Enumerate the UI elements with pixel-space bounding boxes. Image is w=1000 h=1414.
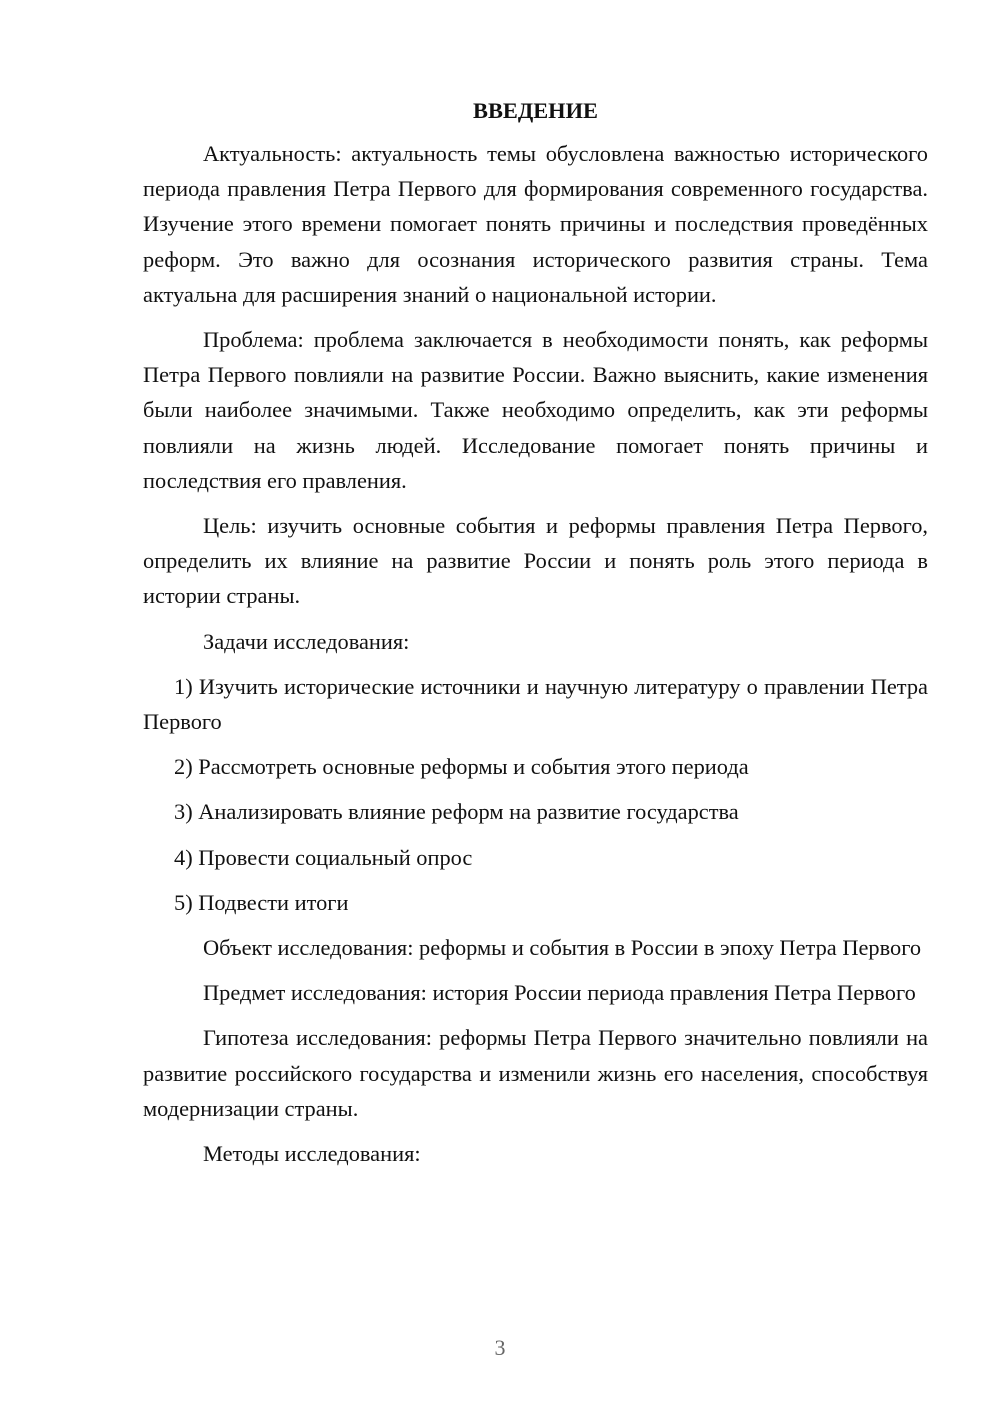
list-item: 4) Провести социальный опрос [174, 844, 473, 870]
list-item: 2) Рассмотреть основные реформы и события этого периода [174, 754, 749, 780]
paragraph-hypothesis: Гипотеза исследования: реформы Петра Первого значительно повлияли на развитие российского государства и изменили жизнь его населения, способствуя модернизации страны. [143, 1025, 928, 1121]
paragraph-relevance: Актуальность: актуальность темы обусловлена важностью исторического периода правления Петра Первого для формирования современного государства. Изучение этого времени помогает понять причины и последствия проведённых реформ. Это важно для осознания исторического развития страны. Тема актуальна для расширения знаний о национальной истории. [143, 141, 928, 307]
paragraph-problem: Проблема: проблема заключается в необходимости понять, как реформы Петра Первого повлияли на развитие России. Важно выяснить, какие изменения были наиболее значимыми. Также необходимо определить, как эти реформы повлияли на жизнь людей. Исследование помогает понять причины и последствия его правления. [143, 327, 928, 493]
tasks-list [143, 669, 928, 920]
paragraph-goal: Цель: изучить основные события и реформы правления Петра Первого, определить их влияние на развитие России и понять роль этого периода в истории страны. [143, 513, 928, 609]
list-item: 1) Изучить исторические источники и научную литературу о правлении Петра Первого [143, 673, 928, 735]
list-item: 3) Анализировать влияние реформ на развитие государства [174, 799, 739, 825]
section-heading: ВВЕДЕНИЕ [473, 98, 598, 123]
list-item: 5) Подвести итоги [174, 889, 349, 915]
tasks-title: Задачи исследования: [203, 628, 410, 654]
page-number: 3 [494, 1335, 506, 1360]
methods-title: Методы исследования: [203, 1141, 421, 1167]
document-page [143, 96, 928, 1181]
paragraph-subject: Предмет исследования: история России периода правления Петра Первого [203, 980, 916, 1006]
paragraph-object: Объект исследования: реформы и события в России в эпоху Петра Первого [203, 935, 922, 961]
